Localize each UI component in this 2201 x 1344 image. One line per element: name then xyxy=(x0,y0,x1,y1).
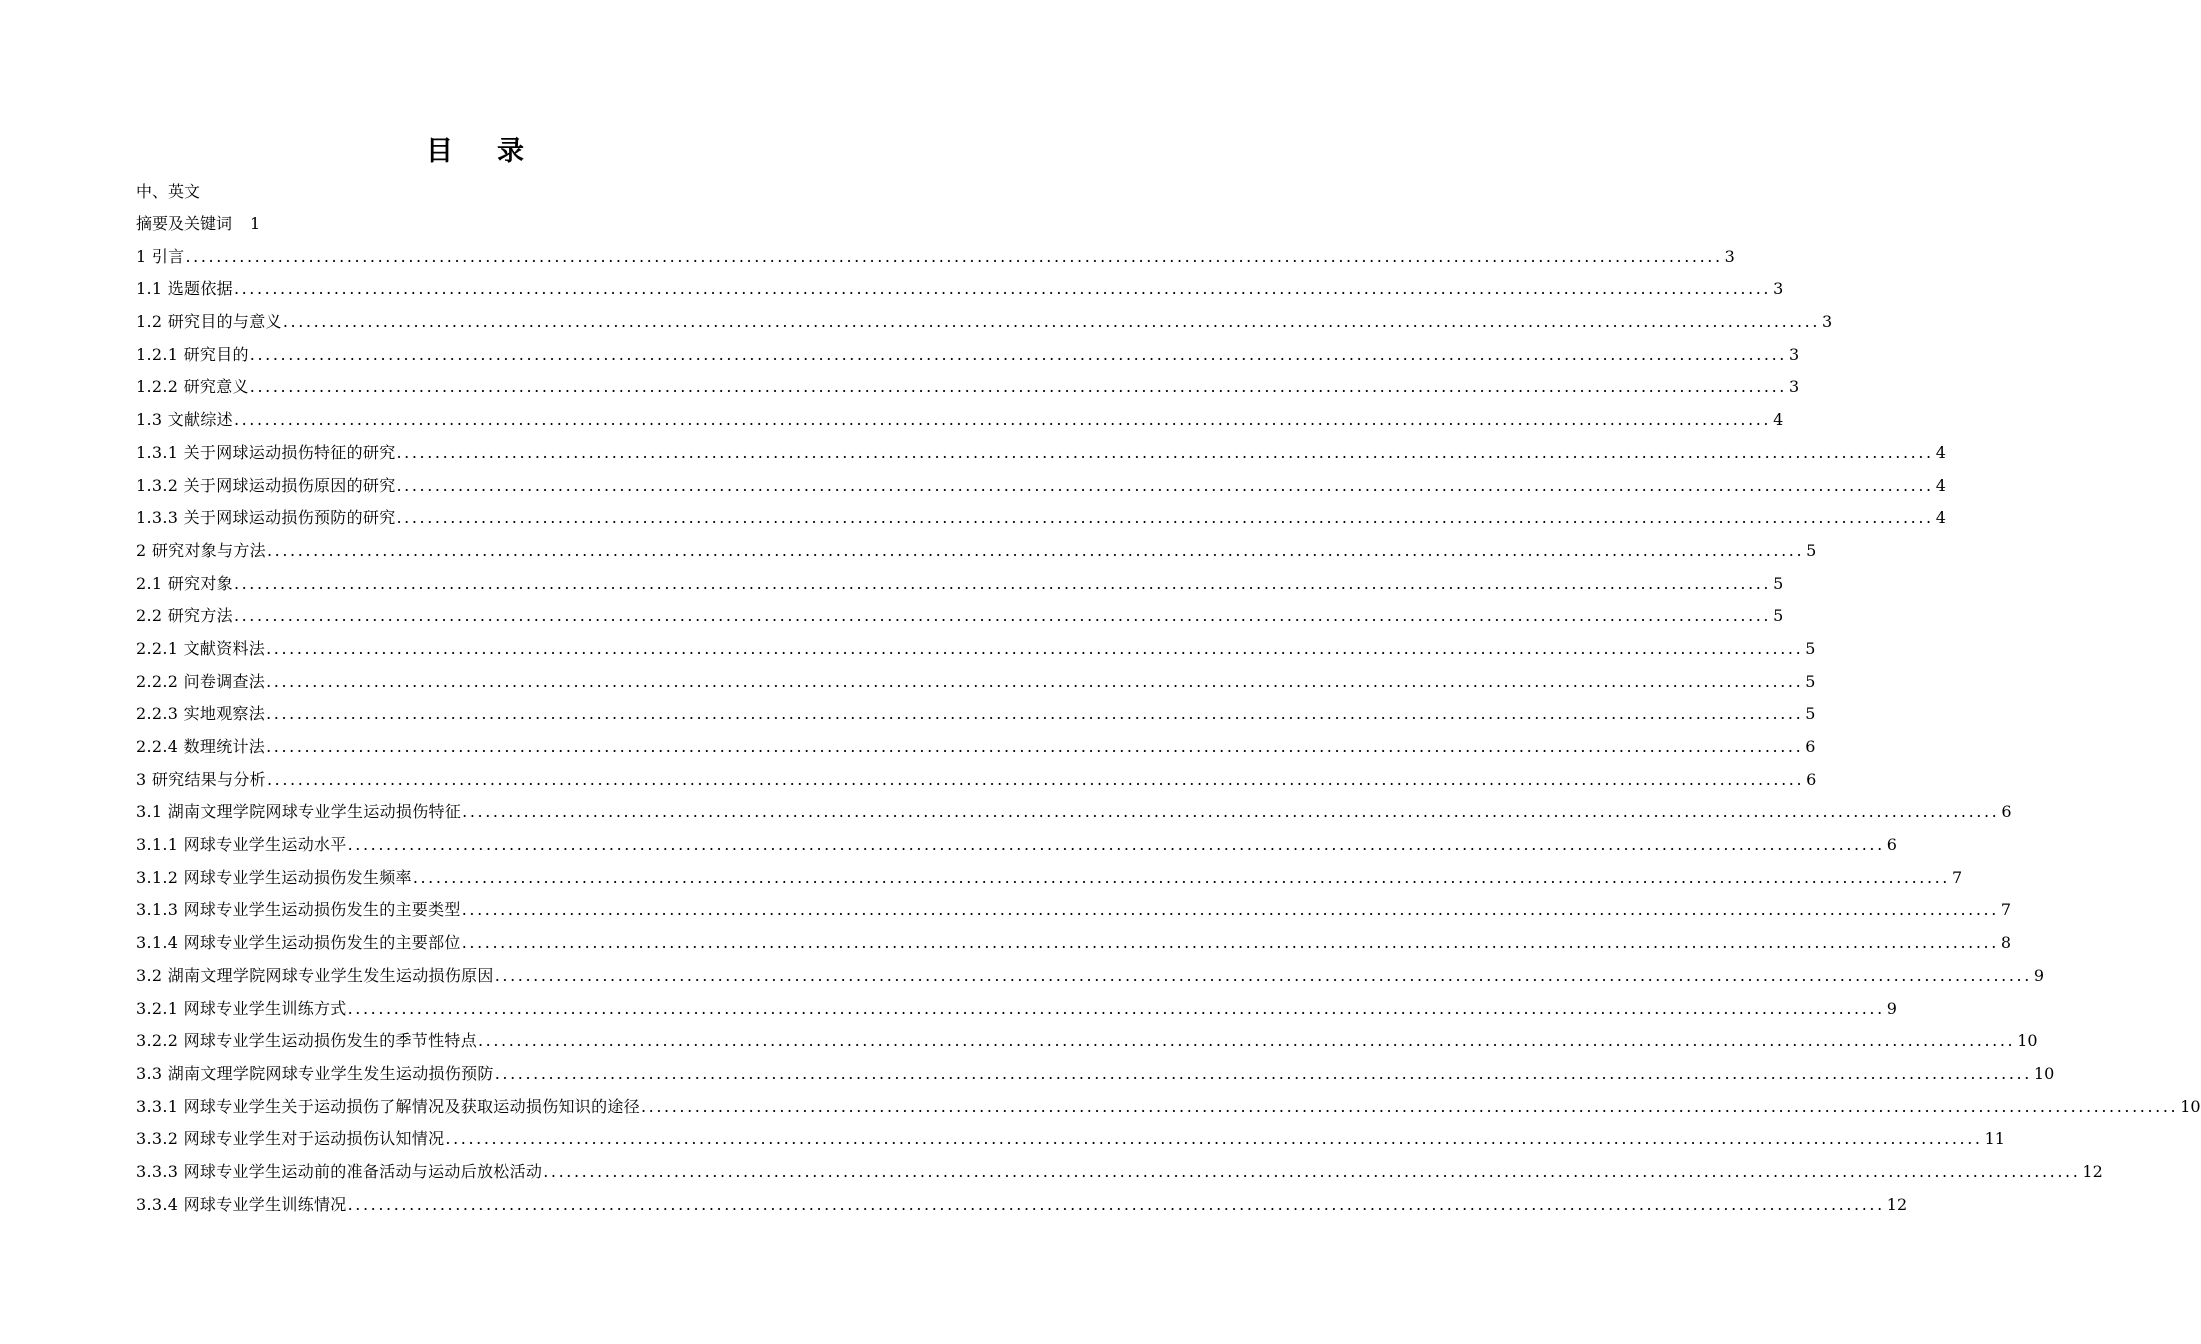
toc-dot-leader: ........................................................................................................................................................................................................ xyxy=(396,442,1934,462)
toc-entry[interactable] xyxy=(136,1052,2055,1085)
toc-dot-leader: ........................................................................................................................................................................................................ xyxy=(412,867,1950,887)
toc-entry-page-number: 5 xyxy=(1773,606,1784,626)
toc-entry[interactable] xyxy=(136,1183,1908,1216)
toc-entry-page-number: 6 xyxy=(1886,835,1897,855)
toc-dot-leader: ........................................................................................................................................................................................................ xyxy=(233,279,1772,299)
toc-dot-leader: ........................................................................................................................................................................................................ xyxy=(347,998,1885,1018)
toc-pre-line-label: 中、英文 xyxy=(136,182,201,201)
toc-entry[interactable] xyxy=(136,497,1946,530)
toc-entry[interactable] xyxy=(136,1150,2103,1183)
toc-entry[interactable] xyxy=(136,987,1897,1020)
toc-dot-leader: ........................................................................................................................................................................................................ xyxy=(266,638,1804,658)
toc-entry-label: 2.2.1 文献资料法 xyxy=(136,638,266,658)
toc-entry-label: 3 研究结果与分析 xyxy=(136,769,266,789)
toc-entry-label: 2.2 研究方法 xyxy=(136,606,233,626)
toc-entry-page-number: 3 xyxy=(1788,344,1800,364)
toc-entry[interactable] xyxy=(136,693,1816,726)
toc-dot-leader: ........................................................................................................................................................................................................ xyxy=(445,1129,1983,1149)
toc-entry[interactable] xyxy=(136,529,1817,562)
toc-entry[interactable] xyxy=(136,823,1897,856)
toc-entry-page-number: 4 xyxy=(1935,442,1946,462)
toc-dot-leader: ........................................................................................................................................................................................................ xyxy=(266,737,1804,756)
toc-entry[interactable] xyxy=(136,464,1946,497)
toc-entry-label: 3.2.2 网球专业学生运动损伤发生的季节性特点 xyxy=(136,1031,477,1051)
toc-entry-page-number: 12 xyxy=(1886,1194,1908,1214)
toc-entry-page-number: 4 xyxy=(1935,508,1946,528)
toc-entry[interactable] xyxy=(136,791,2012,824)
toc-entry[interactable] xyxy=(136,235,1735,268)
toc-entry-label: 3.1.4 网球专业学生运动损伤发生的主要部位 xyxy=(136,933,461,953)
toc-dot-leader: ........................................................................................................................................................................................................ xyxy=(266,671,1804,691)
toc-entry[interactable] xyxy=(136,398,1784,431)
toc-pre-line-abstract-keywords xyxy=(136,213,260,235)
toc-entry-page-number: 11 xyxy=(1984,1129,2005,1149)
toc-entry-page-number: 5 xyxy=(1805,638,1816,658)
toc-entry-page-number: 12 xyxy=(2082,1161,2103,1181)
toc-entry-label: 1.3.1 关于网球运动损伤特征的研究 xyxy=(136,442,396,462)
toc-entry[interactable] xyxy=(136,889,2012,922)
toc-entry-page-number: 10 xyxy=(2180,1096,2201,1116)
toc-entry-page-number: 8 xyxy=(2000,933,2012,953)
toc-entry-page-number: 9 xyxy=(1886,998,1897,1018)
toc-entry-label: 3.1 湖南文理学院网球专业学生运动损伤特征 xyxy=(136,802,462,822)
toc-entry[interactable] xyxy=(136,562,1784,595)
toc-entry-label: 3.3.4 网球专业学生训练情况 xyxy=(136,1194,347,1214)
toc-entry[interactable] xyxy=(136,366,1800,399)
toc-dot-leader: ........................................................................................................................................................................................................ xyxy=(233,573,1772,593)
toc-entry[interactable] xyxy=(136,725,1816,758)
toc-dot-leader: ........................................................................................................................................................................................................ xyxy=(396,475,1934,495)
toc-title-part-2: 录 xyxy=(497,136,524,167)
toc-entry-label: 3.2.1 网球专业学生训练方式 xyxy=(136,998,347,1018)
toc-dot-leader: ........................................................................................................................................................................................................ xyxy=(249,344,1787,364)
toc-dot-leader: ........................................................................................................................................................................................................ xyxy=(347,1194,1885,1214)
toc-entry-label: 3.3.3 网球专业学生运动前的准备活动与运动后放松活动 xyxy=(136,1161,543,1181)
toc-entry-label: 1 引言 xyxy=(136,246,185,266)
toc-entry-label: 3.3 湖南文理学院网球专业学生发生运动损伤预防 xyxy=(136,1063,494,1083)
toc-dot-leader: ........................................................................................................................................................................................................ xyxy=(494,1063,2032,1083)
toc-dot-leader: ........................................................................................................................................................................................................ xyxy=(185,246,1723,266)
toc-entry[interactable] xyxy=(136,300,1833,333)
toc-entry-label: 3.2 湖南文理学院网球专业学生发生运动损伤原因 xyxy=(136,965,494,985)
toc-entry[interactable] xyxy=(136,758,1817,791)
toc-entry-page-number: 5 xyxy=(1773,573,1784,593)
toc-entry-label: 1.1 选题依据 xyxy=(136,279,233,299)
toc-entry-label: 3.1.1 网球专业学生运动水平 xyxy=(136,835,347,855)
toc-entry[interactable] xyxy=(136,660,1816,693)
toc-dot-leader: ........................................................................................................................................................................................................ xyxy=(347,835,1885,855)
toc-entry-page-number: 5 xyxy=(1805,671,1816,691)
toc-entry[interactable] xyxy=(136,1020,2038,1053)
toc-entry-label: 1.2.1 研究目的 xyxy=(136,344,249,364)
toc-entry-label: 3.1.3 网球专业学生运动损伤发生的主要类型 xyxy=(136,900,461,920)
toc-entry[interactable] xyxy=(136,595,1784,628)
toc-dot-leader: ........................................................................................................................................................................................................ xyxy=(461,933,1999,953)
toc-entry[interactable] xyxy=(136,431,1946,464)
toc-dot-leader: ........................................................................................................................................................................................................ xyxy=(249,377,1787,397)
toc-entry-page-number: 10 xyxy=(2033,1063,2055,1083)
toc-entry-page-number: 6 xyxy=(2001,802,2012,822)
toc-entry-page-number: 4 xyxy=(1773,410,1784,430)
toc-dot-leader: ........................................................................................................................................................................................................ xyxy=(233,606,1772,626)
toc-entry-page-number: 9 xyxy=(2033,965,2045,985)
toc-list xyxy=(136,235,2201,1216)
toc-entry-label: 2 研究对象与方法 xyxy=(136,540,266,560)
toc-entry[interactable] xyxy=(136,954,2045,987)
toc-entry-label: 3.1.2 网球专业学生运动损伤发生频率 xyxy=(136,867,412,887)
toc-entry-label: 1.2 研究目的与意义 xyxy=(136,312,282,332)
toc-entry[interactable] xyxy=(136,268,1784,301)
toc-entry-page-number: 6 xyxy=(1806,769,1817,789)
toc-entry-label: 1.3 文献综述 xyxy=(136,410,233,430)
toc-entry-page-number: 4 xyxy=(1935,475,1946,495)
toc-dot-leader: ........................................................................................................................................................................................................ xyxy=(494,965,2032,985)
toc-entry-page-number: 5 xyxy=(1805,704,1816,724)
toc-entry[interactable] xyxy=(136,856,1963,889)
toc-entry-page-number: 3 xyxy=(1773,279,1784,299)
toc-entry-label: 2.2.4 数理统计法 xyxy=(136,737,266,756)
toc-pre-line-abstract-lang xyxy=(136,181,200,203)
toc-entry-page-number: 5 xyxy=(1806,540,1817,560)
toc-dot-leader: ........................................................................................................................................................................................................ xyxy=(543,1161,2081,1181)
toc-dot-leader: ........................................................................................................................................................................................................ xyxy=(641,1096,2179,1116)
toc-entry[interactable] xyxy=(136,921,2012,954)
toc-dot-leader: ........................................................................................................................................................................................................ xyxy=(266,769,1805,789)
toc-dot-leader: ........................................................................................................................................................................................................ xyxy=(461,900,1999,920)
toc-entry-page-number: 7 xyxy=(2000,900,2012,920)
toc-entry[interactable] xyxy=(136,1118,2005,1151)
toc-entry-label: 2.1 研究对象 xyxy=(136,573,233,593)
toc-entry-page-number: 6 xyxy=(1805,737,1816,756)
toc-entry-label: 2.2.3 实地观察法 xyxy=(136,704,266,724)
toc-entry[interactable] xyxy=(136,1085,2201,1118)
toc-entry[interactable] xyxy=(136,627,1816,660)
toc-pre-line-page: 1 xyxy=(250,214,261,233)
toc-dot-leader: ........................................................................................................................................................................................................ xyxy=(396,508,1934,528)
toc-entry[interactable] xyxy=(136,333,1800,366)
toc-entry-page-number: 3 xyxy=(1724,246,1735,266)
toc-entry-label: 1.3.2 关于网球运动损伤原因的研究 xyxy=(136,475,396,495)
toc-entry-page-number: 3 xyxy=(1788,377,1800,397)
toc-entry-page-number: 3 xyxy=(1822,312,1833,332)
toc-dot-leader: ........................................................................................................................................................................................................ xyxy=(478,1031,2016,1051)
toc-title xyxy=(0,134,950,170)
toc-pre-line-label: 摘要及关键词 xyxy=(136,214,233,233)
toc-title-part-1: 目 xyxy=(426,136,453,167)
toc-dot-leader: ........................................................................................................................................................................................................ xyxy=(462,802,2000,822)
toc-dot-leader: ........................................................................................................................................................................................................ xyxy=(266,540,1805,560)
toc-dot-leader: ........................................................................................................................................................................................................ xyxy=(266,704,1804,724)
toc-entry-page-number: 10 xyxy=(2017,1031,2038,1051)
toc-entry-label: 3.3.1 网球专业学生关于运动损伤了解情况及获取运动损伤知识的途径 xyxy=(136,1096,640,1116)
toc-entry-label: 1.3.3 关于网球运动损伤预防的研究 xyxy=(136,508,396,528)
toc-entry-page-number: 7 xyxy=(1952,867,1963,887)
toc-entry-label: 1.2.2 研究意义 xyxy=(136,377,249,397)
toc-entry-label: 2.2.2 问卷调查法 xyxy=(136,671,266,691)
toc-dot-leader: ........................................................................................................................................................................................................ xyxy=(282,312,1821,332)
toc-entry-label: 3.3.2 网球专业学生对于运动损伤认知情况 xyxy=(136,1129,445,1149)
toc-dot-leader: ........................................................................................................................................................................................................ xyxy=(233,410,1772,430)
